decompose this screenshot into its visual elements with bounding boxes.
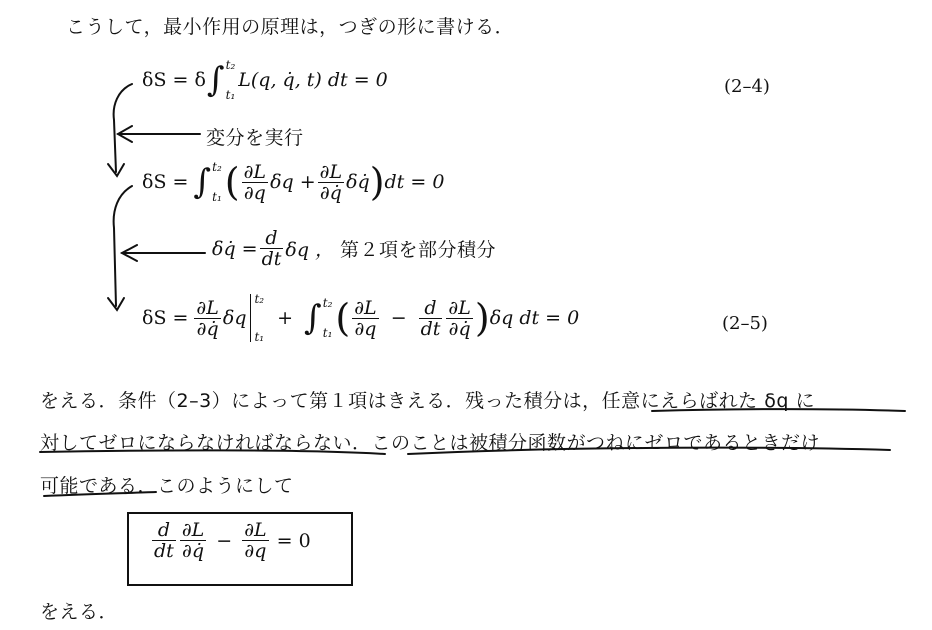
lower-limit: t₁ — [322, 326, 333, 340]
eq1-lhs: δS = δ — [142, 69, 206, 91]
left-paren: ( — [335, 296, 351, 340]
numerator: ∂L — [196, 296, 219, 319]
numerator: ∂L — [243, 160, 267, 183]
intro-text: こうして，最小作用の原理は，つぎの形に書ける． — [66, 16, 515, 38]
denominator: dt — [420, 317, 441, 340]
equals-zero: = 0 — [276, 529, 311, 552]
denominator: ∂q — [244, 540, 267, 562]
denominator: ∂q̇ — [182, 540, 205, 562]
numerator: ∂L — [448, 296, 471, 319]
denominator: dt — [261, 248, 282, 270]
term: δq̇ — [346, 171, 370, 193]
step2-text: 第２項を部分積分 — [340, 239, 497, 261]
numerator: ∂L — [244, 519, 267, 541]
lower-limit: t₁ — [225, 88, 236, 102]
numerator: d — [419, 298, 443, 319]
minus-sign: − — [216, 529, 233, 552]
plus-sign: + — [277, 307, 294, 329]
underline-1 — [652, 409, 905, 411]
integral-sign: ∫ — [206, 60, 225, 100]
brace-curve-2 — [114, 186, 132, 306]
upper-limit: t₂ — [225, 58, 236, 72]
numerator: ∂L — [181, 519, 205, 541]
left-paren: ( — [224, 160, 240, 204]
minus-sign: − — [390, 307, 407, 329]
paragraph-line-1: をえる．条件（2–3）によって第１項はきえる．残った積分は，任意にえらばれた δq に — [40, 390, 815, 412]
equation-number-2-4: (2–4) — [724, 76, 770, 97]
integral-sign: ∫ — [193, 162, 212, 202]
denominator: ∂q̇ — [196, 317, 219, 340]
upper-limit: t₂ — [254, 292, 265, 306]
numerator: d — [152, 520, 176, 541]
numerator: d — [260, 228, 284, 249]
eq2-lhs: δS = — [142, 171, 189, 193]
step2-lhs: δq̇ = — [212, 237, 258, 260]
underline-2 — [40, 450, 385, 454]
closing-text: をえる． — [40, 601, 119, 623]
eq2-end: dt = 0 — [384, 171, 445, 193]
eq1-integrand: L(q, q̇, t) dt = 0 — [238, 69, 388, 91]
right-paren: ) — [369, 160, 385, 204]
paragraph-line-3: 可能である．このようにして — [40, 475, 294, 497]
denominator: ∂q — [354, 317, 377, 340]
equation-number-2-5: (2–5) — [722, 313, 768, 334]
eq3-lhs: δS = — [142, 307, 189, 329]
step2-rhs: δq ， — [285, 239, 335, 261]
integral-sign: ∫ — [304, 298, 322, 338]
paragraph-line-2: 対してゼロにならなければならない．このことは被積分函数がつねにゼロであるときだけ — [40, 432, 821, 454]
underline-3 — [408, 448, 890, 454]
numerator: ∂L — [319, 160, 343, 183]
eq3-end: δq dt = 0 — [489, 307, 580, 329]
denominator: ∂q̇ — [448, 317, 471, 340]
lower-limit: t₁ — [254, 330, 265, 344]
denominator: ∂q — [243, 181, 266, 204]
lower-limit: t₁ — [212, 190, 222, 204]
numerator: ∂L — [354, 296, 377, 319]
underline-4 — [44, 492, 156, 496]
step-vary: 変分を実行 — [206, 127, 304, 149]
right-paren: ) — [474, 296, 490, 340]
denominator: ∂q̇ — [319, 181, 342, 204]
upper-limit: t₂ — [322, 296, 333, 310]
term: δq — [222, 307, 247, 329]
term: δq + — [270, 171, 316, 193]
denominator: dt — [154, 540, 174, 562]
upper-limit: t₂ — [212, 160, 222, 174]
